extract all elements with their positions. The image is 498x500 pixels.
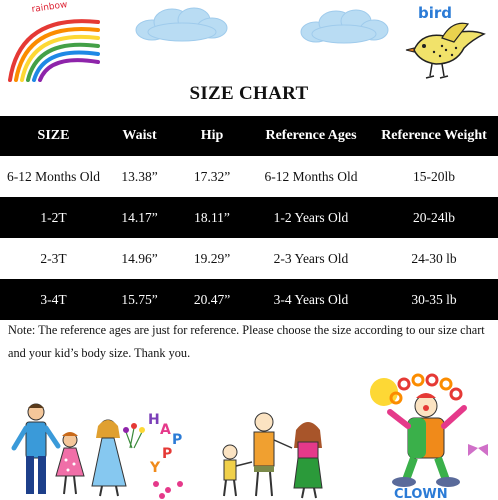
cell-reference-weight: 20-24lb <box>370 197 498 238</box>
table-row <box>0 279 498 320</box>
rainbow-word: rainbow <box>31 0 69 15</box>
happy-letters <box>144 410 190 500</box>
note-line-2: and your kid’s body size. Thank you. <box>8 346 191 360</box>
family-drawing <box>212 408 338 500</box>
happy-letter: Y <box>150 460 161 476</box>
cell-hip: 18.11” <box>172 197 252 238</box>
cloud-icon <box>298 8 390 44</box>
cell-hip: 20.47” <box>172 279 252 320</box>
cell-size: 2-3T <box>0 238 107 279</box>
clown-word: CLOWN <box>394 487 448 500</box>
note-line-1: Note: The reference ages are just for reference. Please choose the size according to our size chart <box>8 323 485 337</box>
table-row <box>0 156 498 197</box>
cell-reference-ages: 1-2 Years Old <box>252 197 370 238</box>
cloud-icon <box>132 6 230 42</box>
header-waist: Waist <box>107 116 172 156</box>
cell-size: 1-2T <box>0 197 107 238</box>
cell-waist: 14.17” <box>107 197 172 238</box>
table-row <box>0 197 498 238</box>
bird-drawing <box>398 0 494 86</box>
page-title: SIZE CHART <box>189 83 309 104</box>
size-note <box>8 319 492 365</box>
rainbow-drawing <box>2 0 106 82</box>
table-header-row <box>0 116 498 156</box>
happy-letter: P <box>172 432 183 448</box>
header-size: SIZE <box>0 116 107 156</box>
cell-hip: 17.32” <box>172 156 252 197</box>
cell-reference-ages: 3-4 Years Old <box>252 279 370 320</box>
cell-hip: 19.29” <box>172 238 252 279</box>
header-hip: Hip <box>172 116 252 156</box>
happy-letter: H <box>148 412 160 428</box>
happy-letter: A <box>160 422 171 438</box>
size-chart-table <box>0 116 498 320</box>
happy-letter: P <box>162 446 173 462</box>
cell-waist: 14.96” <box>107 238 172 279</box>
cell-waist: 15.75” <box>107 279 172 320</box>
cell-reference-weight: 15-20lb <box>370 156 498 197</box>
cell-size: 3-4T <box>0 279 107 320</box>
table-row <box>0 238 498 279</box>
cell-size: 6-12 Months Old <box>0 156 107 197</box>
header-reference-ages: Reference Ages <box>252 116 370 156</box>
cell-reference-ages: 6-12 Months Old <box>252 156 370 197</box>
cell-reference-weight: 30-35 lb <box>370 279 498 320</box>
bird-word: bird <box>418 4 453 22</box>
cell-waist: 13.38” <box>107 156 172 197</box>
header-reference-weight: Reference Weight <box>370 116 498 156</box>
family-drawing <box>4 398 156 500</box>
cell-reference-weight: 24-30 lb <box>370 238 498 279</box>
clown-drawing <box>360 372 498 500</box>
cell-reference-ages: 2-3 Years Old <box>252 238 370 279</box>
